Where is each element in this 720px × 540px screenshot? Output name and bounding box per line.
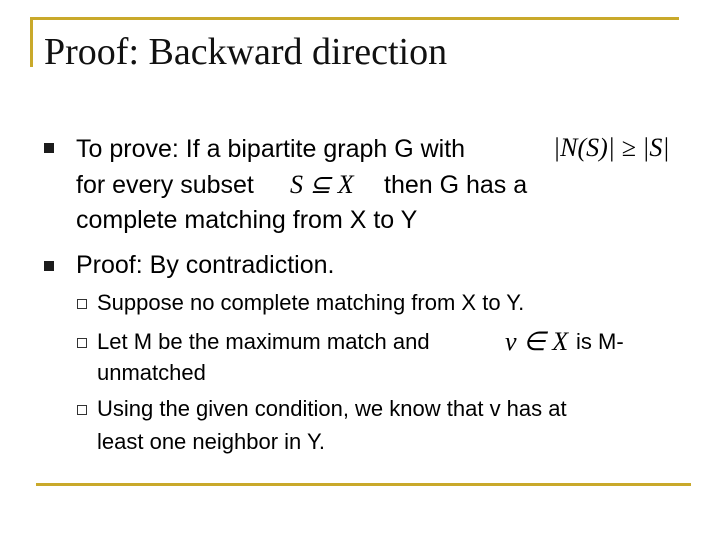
title-frame-top-rule xyxy=(30,17,679,20)
bullet-marker xyxy=(44,143,54,153)
sub-bullet-marker xyxy=(77,338,87,348)
bullet-1-line-3: complete matching from X to Y xyxy=(76,206,418,234)
sub-bullet-1-line-1: Suppose no complete matching from X to Y. xyxy=(97,290,525,315)
sub-bullet-marker xyxy=(77,405,87,415)
footer-rule xyxy=(36,483,691,486)
sub-bullet-2-line-1b: is M- xyxy=(576,329,624,354)
bullet-1-line-2a: for every subset xyxy=(76,171,254,199)
sub-bullet-3-line-2: least one neighbor in Y. xyxy=(97,429,325,454)
math-neighbor-condition: |N(S)| ≥ |S| xyxy=(553,133,670,162)
bullet-marker xyxy=(44,261,54,271)
bullet-1-line-2b: then G has a xyxy=(384,171,528,199)
sub-bullet-2-line-1a: Let M be the maximum match and xyxy=(97,329,430,354)
bullet-2-line-1: Proof: By contradiction. xyxy=(76,251,335,279)
sub-bullet-3-line-1: Using the given condition, we know that v has at xyxy=(97,396,567,421)
sub-bullet-marker xyxy=(77,299,87,309)
sub-bullet-2-line-2: unmatched xyxy=(97,360,206,385)
title-frame-left-rule xyxy=(30,17,33,67)
slide-title: Proof: Backward direction xyxy=(44,31,448,73)
bullet-1-line-1: To prove: If a bipartite graph G with xyxy=(76,135,466,163)
math-subset: S ⊆ X xyxy=(290,170,354,199)
math-vertex-in-x: v ∈ X xyxy=(505,327,569,356)
